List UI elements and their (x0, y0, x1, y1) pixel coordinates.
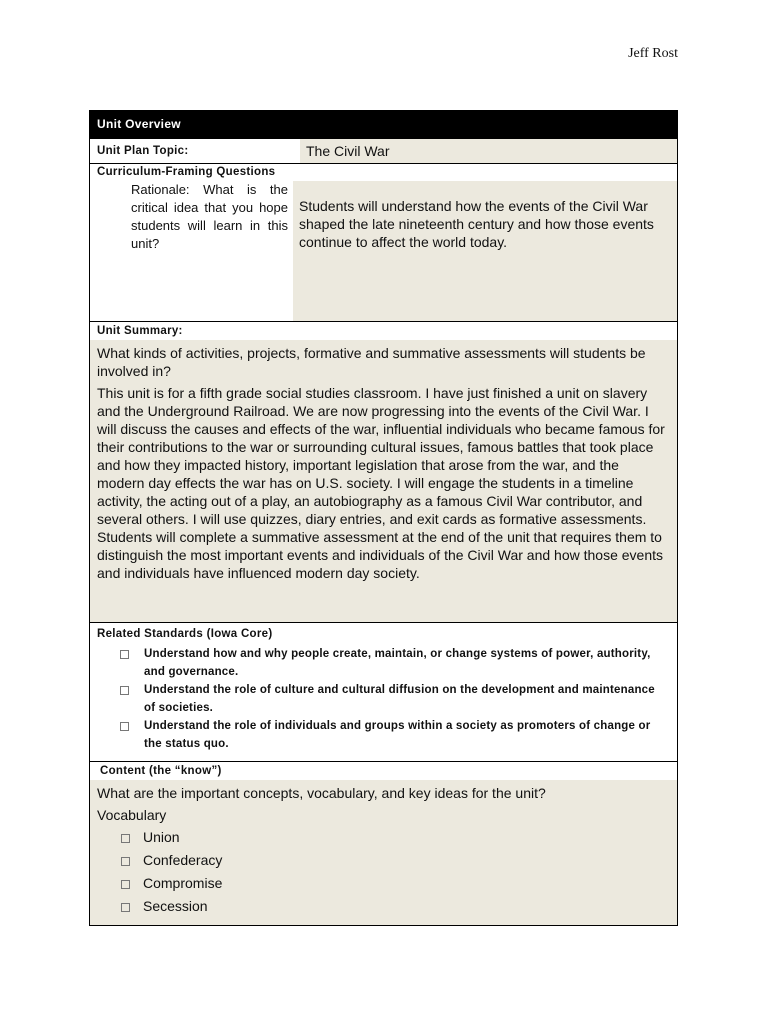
vocab-term: Union (143, 829, 180, 845)
checkbox-icon (120, 686, 129, 695)
content-label: Content (the “know”) (100, 765, 222, 777)
unit-overview-title: Unit Overview (90, 111, 677, 138)
content-question: What are the important concepts, vocabulary, and key ideas for the unit? (97, 785, 546, 801)
related-standards-section (90, 622, 677, 761)
unit-summary-body (90, 340, 677, 622)
related-standards-label: Related Standards (Iowa Core) (97, 628, 273, 640)
checkbox-icon (120, 650, 129, 659)
curriculum-framing-label: Curriculum-Framing Questions (97, 166, 276, 178)
vocab-term: Confederacy (143, 852, 223, 868)
content-body (90, 780, 677, 926)
unit-summary-section (90, 321, 677, 622)
list-item (120, 681, 667, 717)
unit-overview-header (90, 111, 677, 138)
vocab-term: Secession (143, 898, 208, 914)
standards-list (90, 643, 677, 761)
rationale-prompt: Rationale: What is the critical idea that you hope students will learn in this unit? (90, 181, 293, 321)
unit-summary-label: Unit Summary: (97, 325, 183, 337)
unit-plan-topic-row (90, 138, 677, 163)
list-item (121, 826, 669, 849)
unit-plan-topic-label: Unit Plan Topic: (90, 139, 300, 163)
unit-summary-question: What kinds of activities, projects, formative and summative assessments will students be involved in? (97, 345, 646, 379)
author-name: Jeff Rost (628, 46, 678, 61)
vocab-term: Compromise (143, 875, 223, 891)
vocabulary-list (97, 826, 669, 918)
list-item (120, 717, 667, 753)
unit-plan-topic-value: The Civil War (306, 143, 390, 159)
checkbox-icon (121, 857, 130, 866)
content-section (90, 761, 677, 926)
standard-text: Understand how and why people create, maintain, or change systems of power, authority, and governance. (144, 648, 651, 678)
rationale-answer: Students will understand how the events of the Civil War shaped the late nineteenth century and how those events continue to affect the world today. (293, 181, 677, 321)
unit-plan-table (89, 110, 678, 926)
standard-text: Understand the role of individuals and groups within a society as promoters of change or the status quo. (144, 720, 651, 750)
checkbox-icon (120, 722, 129, 731)
list-item (121, 895, 669, 918)
vocabulary-label: Vocabulary (97, 807, 167, 823)
standard-text: Understand the role of culture and cultural diffusion on the development and maintenance of societies. (144, 684, 655, 714)
curriculum-framing-section (90, 163, 677, 321)
checkbox-icon (121, 903, 130, 912)
list-item (121, 849, 669, 872)
unit-summary-text: This unit is for a fifth grade social studies classroom. I have just finished a unit on slavery and the Underground Railroad. We are now progressing into the events of the Civil War. I will discuss the causes and effects of the war, influential individuals who became famous for their contributions to the war or surrounding cultural issues, famous battles that took place and how they impacted history, important legislation that arose from the war, and the modern day effects the war has on U.S. society. I will engage the students in a timeline activity, the acting out of a play, an autobiography as a famous Civil War contributor, and several others. I will use quizzes, diary entries, and exit cards as formative assessments. Students will complete a summative assessment at the end of the unit that requires them to distinguish the most important events and individuals of the Civil War and how those events and individuals have influenced modern day society. (97, 385, 665, 581)
list-item (121, 872, 669, 895)
checkbox-icon (121, 834, 130, 843)
list-item (120, 645, 667, 681)
checkbox-icon (121, 880, 130, 889)
